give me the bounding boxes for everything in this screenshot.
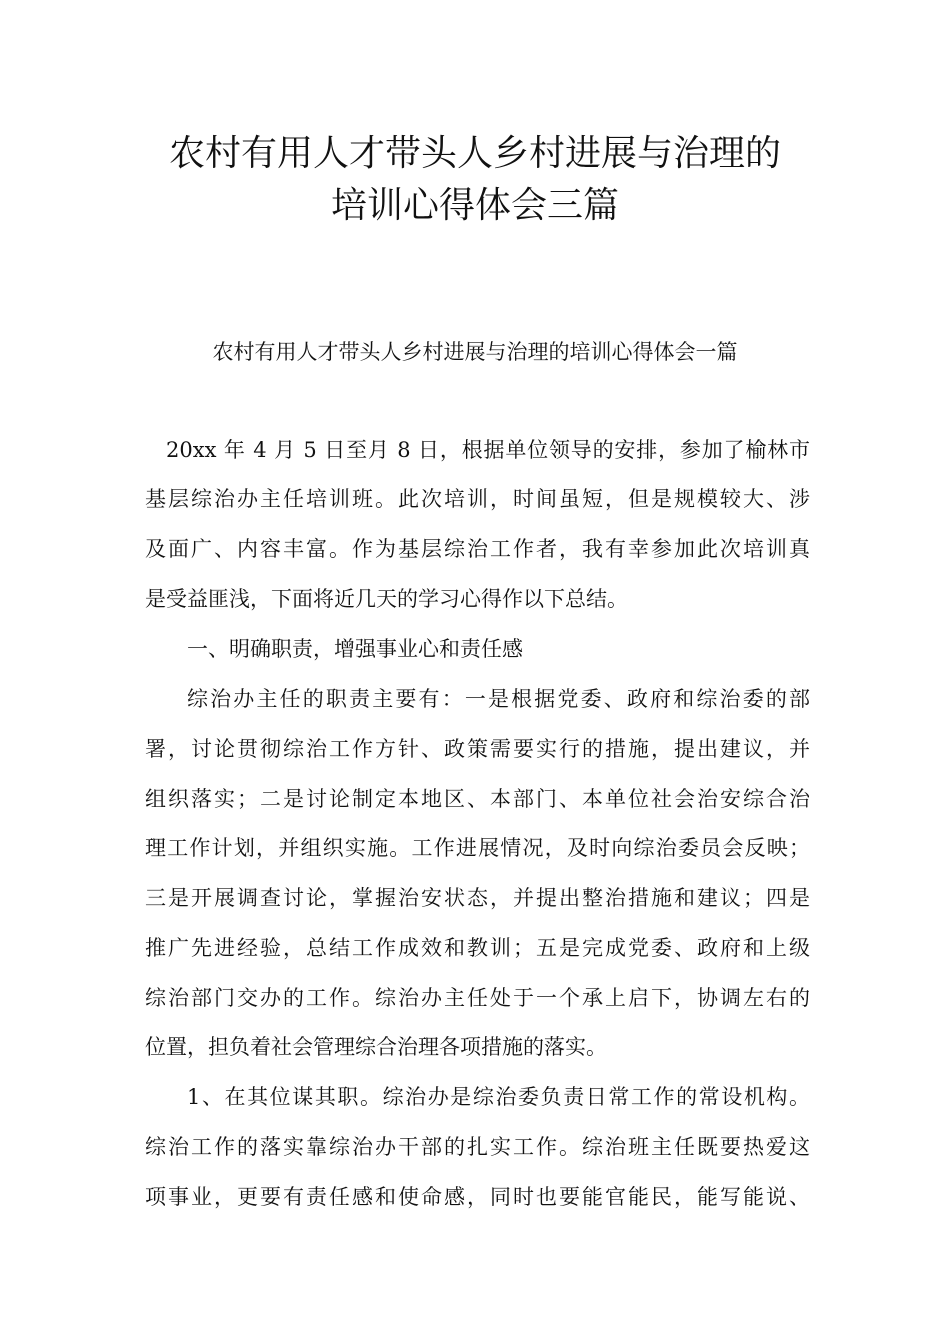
- document-title-line-1: 农村有用人才带头人乡村进展与治理的: [168, 133, 781, 174]
- body-line: 组织落实；二是讨论制定本地区、本部门、本单位社会治安综合治: [145, 787, 810, 811]
- body-line: 理工作计划，并组织实施。工作进展情况，及时向综治委员会反映；: [145, 836, 810, 860]
- body-line: 及面广、内容丰富。作为基层综治工作者，我有幸参加此次培训真: [145, 537, 810, 561]
- body-line: 是受益匪浅，下面将近几天的学习心得作以下总结。: [145, 587, 628, 611]
- body-line: 综治工作的落实靠综治办干部的扎实工作。综治班主任既要热爱这: [145, 1135, 810, 1159]
- body-line: 推广先进经验，总结工作成效和教训；五是完成党委、政府和上级: [145, 936, 810, 960]
- section-subtitle: 农村有用人才带头人乡村进展与治理的培训心得体会一篇: [212, 340, 738, 364]
- document-title-line-2: 培训心得体会三篇: [330, 185, 619, 226]
- body-line: 综治部门交办的工作。综治办主任处于一个承上启下，协调左右的: [145, 986, 810, 1010]
- body-line: 综治办主任的职责主要有：一是根据党委、政府和综治委的部: [187, 687, 810, 711]
- body-line: 位置，担负着社会管理综合治理各项措施的落实。: [145, 1035, 607, 1059]
- body-line: 基层综治办主任培训班。此次培训，时间虽短，但是规模较大、涉: [145, 487, 810, 511]
- body-line: 1、在其位谋其职。综治办是综治委负责日常工作的常设机构。: [187, 1085, 810, 1109]
- body-line: 署，讨论贯彻综治工作方针、政策需要实行的措施，提出建议，并: [145, 737, 810, 761]
- section-heading: 一、明确职责，增强事业心和责任感: [187, 637, 523, 661]
- body-line: 项事业，更要有责任感和使命感，同时也要能官能民，能写能说、: [145, 1185, 810, 1209]
- body-line: 20xx 年 4 月 5 日至月 8 日，根据单位领导的安排，参加了榆林市: [166, 438, 810, 462]
- body-line: 三是开展调查讨论，掌握治安状态，并提出整治措施和建议；四是: [145, 886, 810, 910]
